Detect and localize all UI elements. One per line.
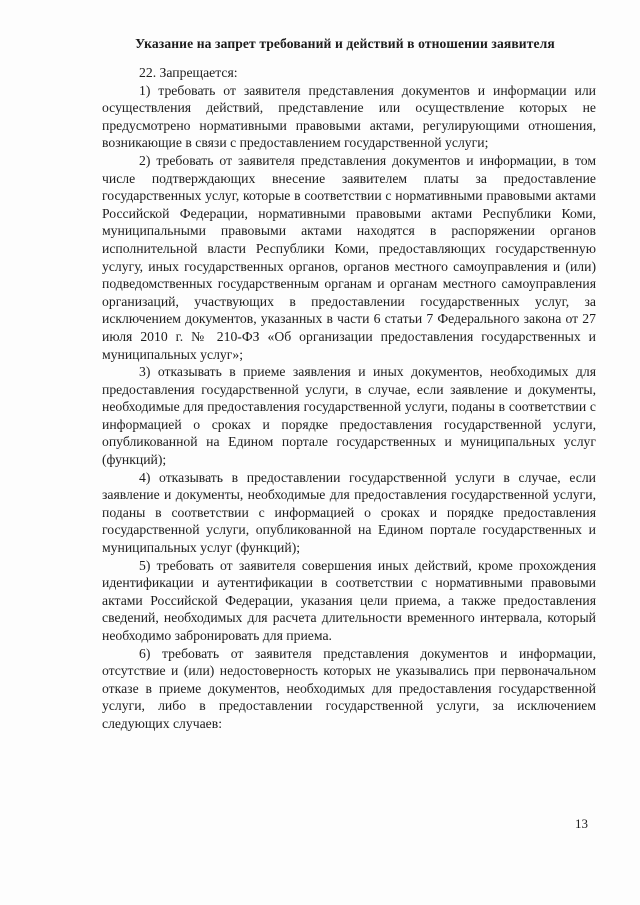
paragraph-item-22: 22. Запрещается: (139, 65, 238, 80)
paragraph-subitem-2: 2) требовать от заявителя представления документов и информации, в том числе подтверждающих внесение заявителем платы за предоставление государственных услуг, которые в соответствии с нормативными правовыми актами Российской Федерации, нормативными правовыми актами Республики Коми, муниципальными правовыми актами находятся в распоряжении органов исполнительной власти Республики Коми, предоставляющих государственную услугу, иных государственных органов, органов местного самоуправления и (или) подведомственных государственным органам и органам местного самоуправления организаций, участвующих в предоставлении государственных услуг, за исключением документов, указанных в части 6 статьи 7 Федерального закона от 27 июля 2010 г. № 210-ФЗ «Об организации предоставления государственных и муниципальных услуг»; (102, 152, 596, 362)
paragraph-subitem-3: 3) отказывать в приеме заявления и иных документов, необходимых для предоставления государственной услуги, в случае, если заявление и документы, необходимые для предоставления государственной услуги, поданы в соответствии с информацией о сроках и порядке предоставления государственной услуги, опубликованной на Едином портале государственных и муниципальных услуг (функций); (102, 364, 596, 468)
paragraph-subitem-1: 1) требовать от заявителя представления документов и информации или осуществления действий, представление или осуществление которых не предусмотрено нормативными правовыми актами, регулирующими отношения, возникающие в связи с предоставлением государственной услуги; (102, 82, 596, 151)
page-number: 13 (575, 816, 588, 831)
paragraph-subitem-4: 4) отказывать в предоставлении государственной услуги в случае, если заявление и документы, необходимые для предоставления государственной услуги, поданы в соответствии с информацией о сроках и порядке предоставления государственной услуги, опубликованной на Едином портале государственных и муниципальных услуг (функций); (102, 469, 596, 556)
paragraph-subitem-5: 5) требовать от заявителя совершения иных действий, кроме прохождения идентификации и аутентификации в соответствии с нормативными правовыми актами Российской Федерации, указания цели приема, а также предоставления сведений, необходимых для расчета длительности временного интервала, который необходимо забронировать для приема. (102, 557, 596, 643)
paragraph-subitem-6: 6) требовать от заявителя представления документов и информации, отсутствие и (или) недостоверность которых не указывались при первоначальном отказе в приеме документов, необходимых для предоставления государственной услуги, либо в предоставлении государственной услуги, за исключением следующих случаев: (102, 645, 596, 731)
document-body (102, 64, 596, 733)
section-heading: Указание на запрет требований и действий в отношении заявителя (135, 36, 555, 51)
